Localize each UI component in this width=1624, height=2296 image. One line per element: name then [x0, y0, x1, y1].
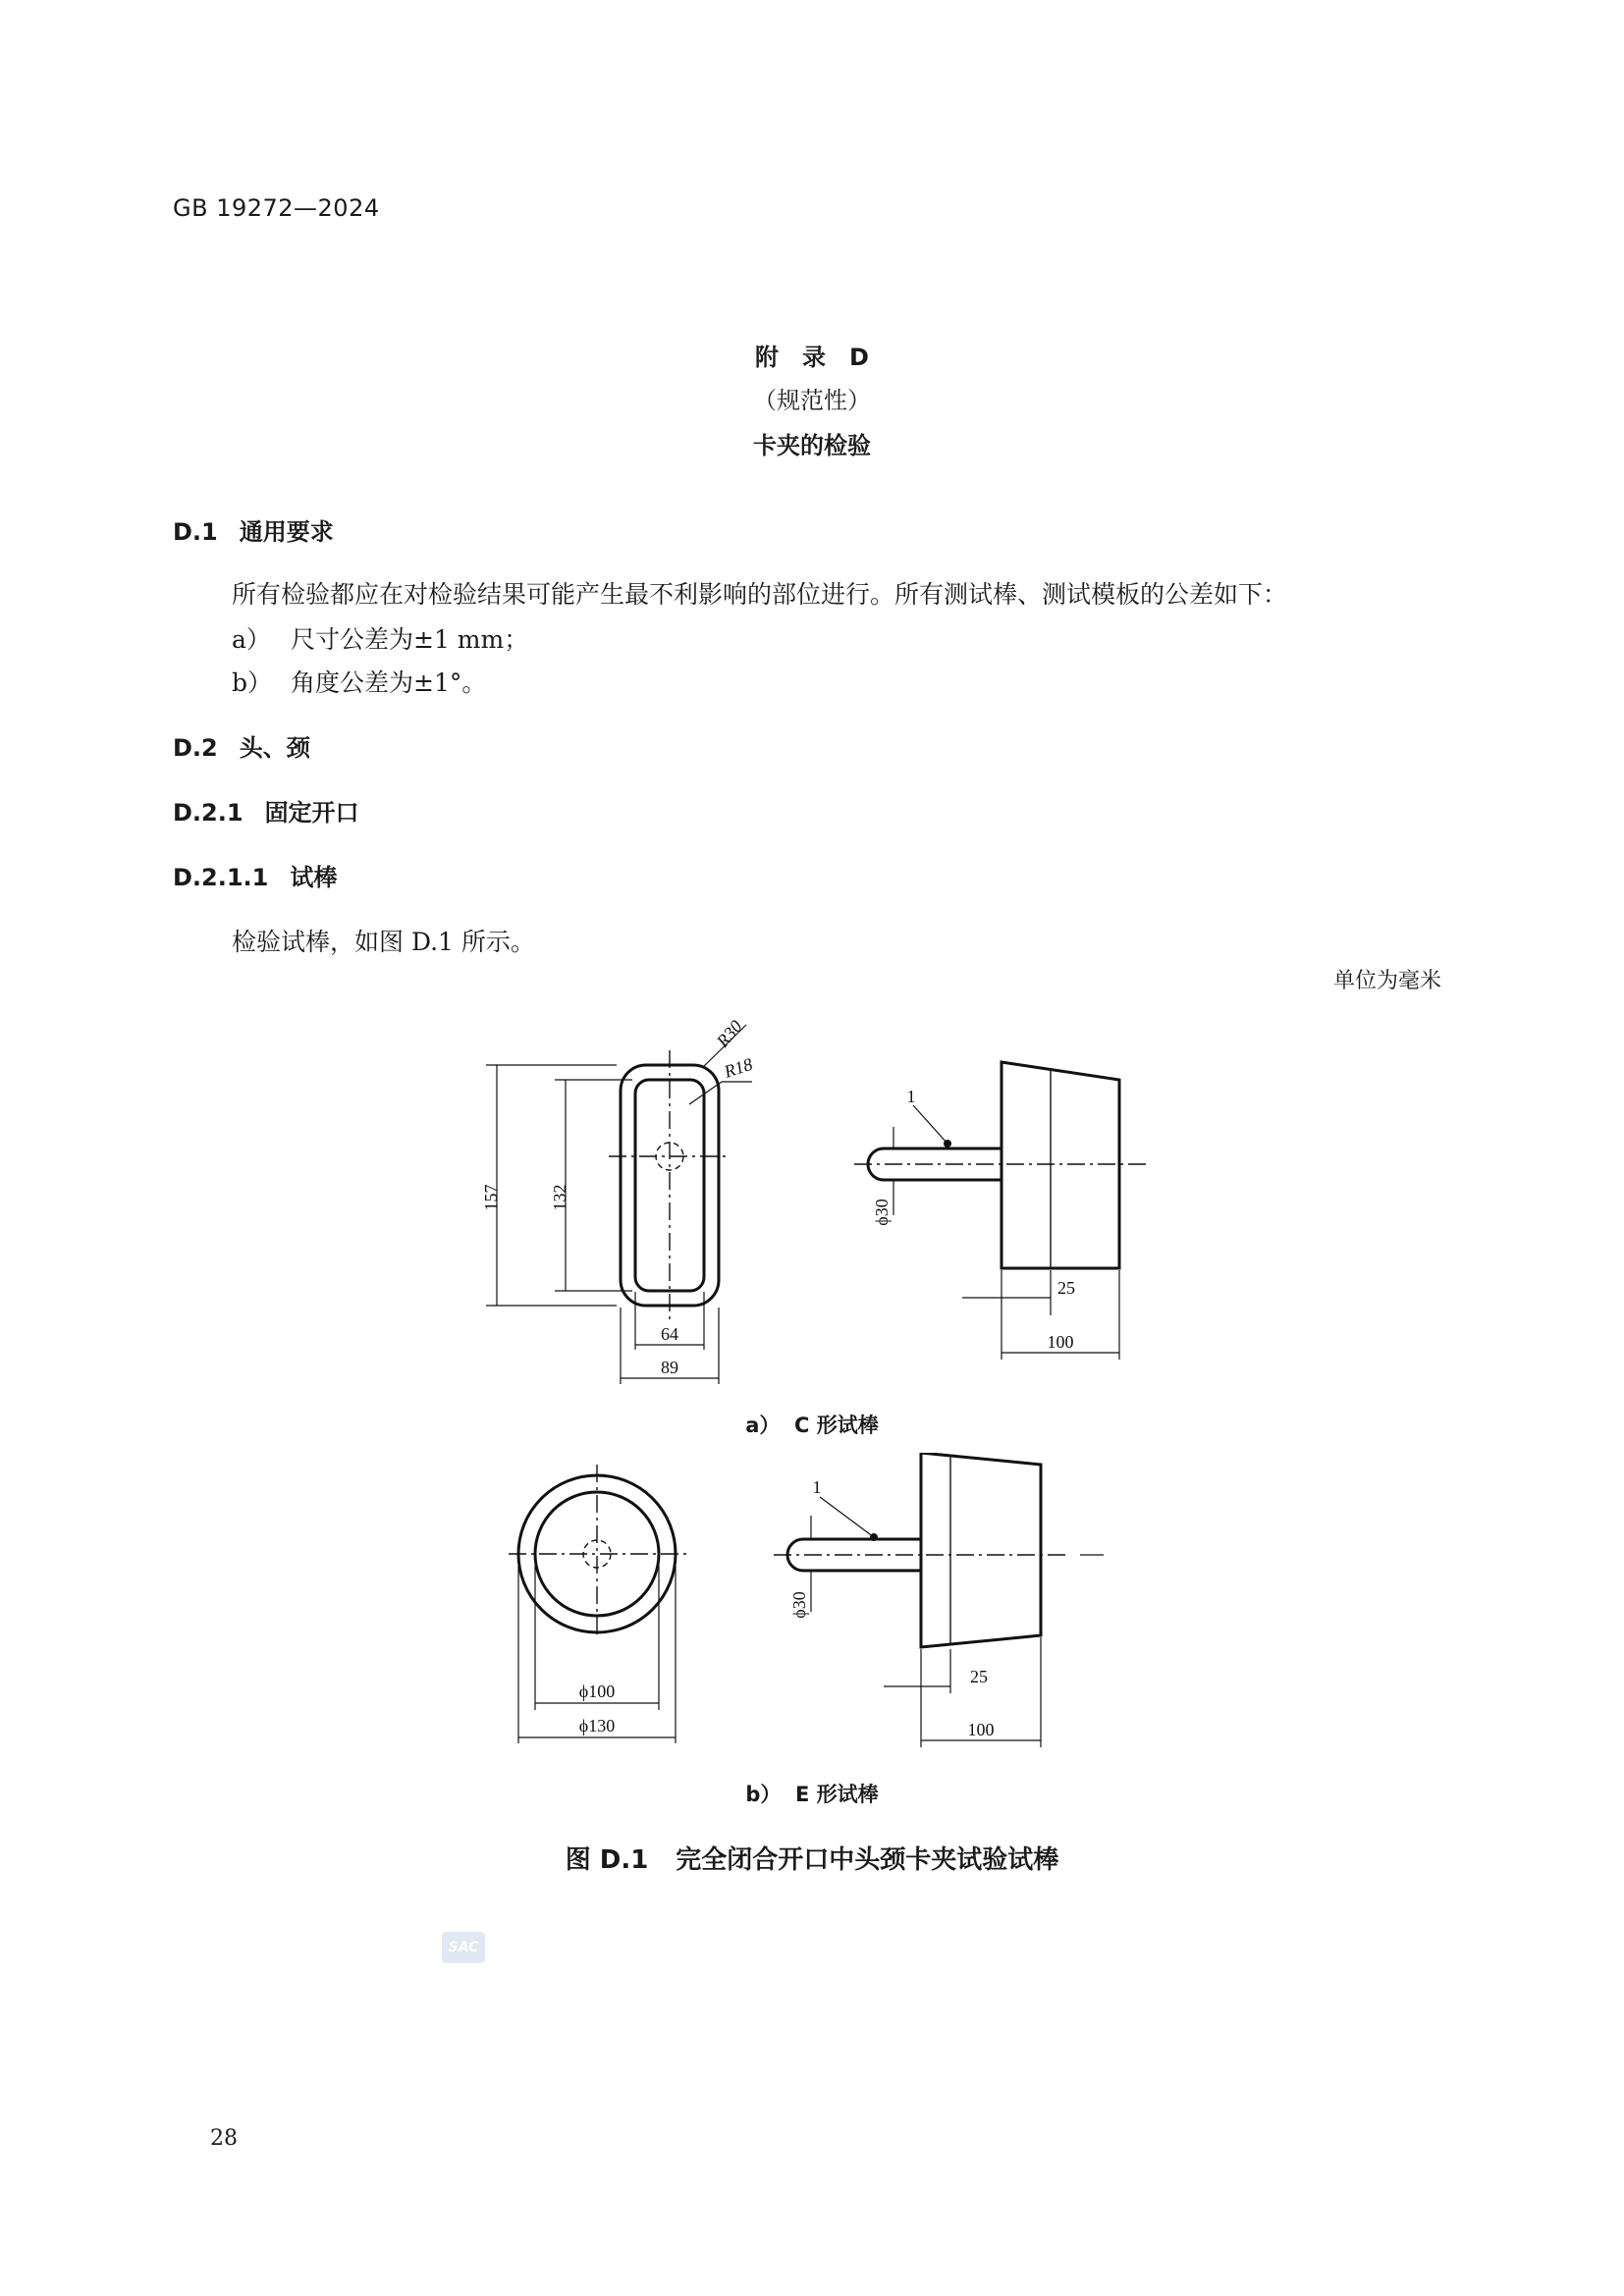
d211-paragraph: 检验试棒，如图 D.1 所示。 [232, 928, 535, 956]
section-number: D.2 [173, 734, 218, 762]
dimension-100-label: 100 [1047, 1332, 1074, 1352]
section-d211-heading [173, 858, 337, 892]
section-d2-heading [173, 728, 310, 763]
c-bar-side-dimension-labels [872, 1087, 1075, 1352]
c-bar-side-view [854, 1062, 1149, 1360]
list-item [232, 620, 528, 656]
list-item [232, 664, 486, 699]
dimension-157-label: 157 [481, 1184, 501, 1211]
section-title: 头、颈 [239, 734, 310, 762]
figure-c-test-bar [461, 1011, 1168, 1404]
d1-paragraph: 所有检验都应在对检验结果可能产生最不利影响的部位进行。所有测试棒、测试模板的公差如下： [232, 580, 1288, 609]
subfigure-a-index: a） [745, 1414, 781, 1437]
section-number: D.2.1 [173, 799, 244, 827]
dimension-25-label: 25 [970, 1667, 988, 1686]
dimension-100-label: 100 [967, 1720, 995, 1739]
section-d1-heading [173, 512, 334, 547]
subfigure-a-label [0, 1410, 1624, 1439]
page-number: 28 [210, 2126, 238, 2151]
appendix-subject: 卡夹的检验 [753, 432, 871, 459]
section-d21-heading [173, 793, 359, 828]
radius-r18-label: R18 [722, 1053, 755, 1082]
c-bar-front-view [481, 1017, 755, 1384]
e-bar-side-view [774, 1453, 1104, 1747]
e-bar-side-dimension-labels [789, 1477, 995, 1739]
radius-r30-label: R30 [712, 1016, 746, 1051]
figure-title: 完全闭合开口中头颈卡夹试验试棒 [676, 1845, 1059, 1875]
figure-number: 图 D.1 [565, 1845, 649, 1875]
dimension-89-label: 89 [661, 1358, 678, 1377]
document-code: GB 19272—2024 [173, 194, 380, 222]
list-item-label: a） [232, 625, 271, 654]
subfigure-b-title: E 形试棒 [795, 1783, 879, 1806]
dimension-64-label: 64 [661, 1324, 678, 1344]
diameter-130-label: ϕ130 [578, 1716, 616, 1735]
appendix-nature: （规范性） [753, 387, 871, 414]
section-title: 固定开口 [264, 799, 359, 827]
subfigure-b-index: b） [745, 1783, 782, 1806]
figure-caption [0, 1840, 1624, 1876]
dimension-25-label: 25 [1057, 1278, 1075, 1298]
c-bar-front-dimension-labels [481, 1017, 755, 1377]
list-item-text: 角度公差为±1°。 [291, 668, 487, 697]
subfigure-a-title: C 形试棒 [794, 1414, 879, 1437]
figure-e-test-bar [461, 1453, 1168, 1767]
e-bar-front-view [509, 1465, 687, 1743]
callout-1-label: 1 [812, 1477, 822, 1497]
section-number: D.1 [173, 518, 218, 546]
diameter-30-label: ϕ30 [789, 1591, 809, 1619]
dimension-132-label: 132 [550, 1184, 569, 1211]
e-bar-front-dimension-labels [579, 1682, 615, 1735]
list-item-label: b） [232, 668, 273, 697]
section-number: D.2.1.1 [173, 864, 269, 891]
diameter-100-label: ϕ100 [578, 1682, 616, 1701]
diameter-30-label: ϕ30 [872, 1199, 892, 1226]
callout-1-label: 1 [906, 1087, 916, 1106]
section-title: 试棒 [290, 864, 338, 891]
subfigure-b-label [0, 1779, 1624, 1808]
unit-note: 单位为毫米 [1332, 969, 1441, 993]
appendix-title: 附 录 D [755, 344, 869, 371]
watermark-logo: SAC [442, 1932, 485, 1963]
section-title: 通用要求 [239, 518, 334, 546]
list-item-text: 尺寸公差为±1 mm； [291, 625, 529, 654]
